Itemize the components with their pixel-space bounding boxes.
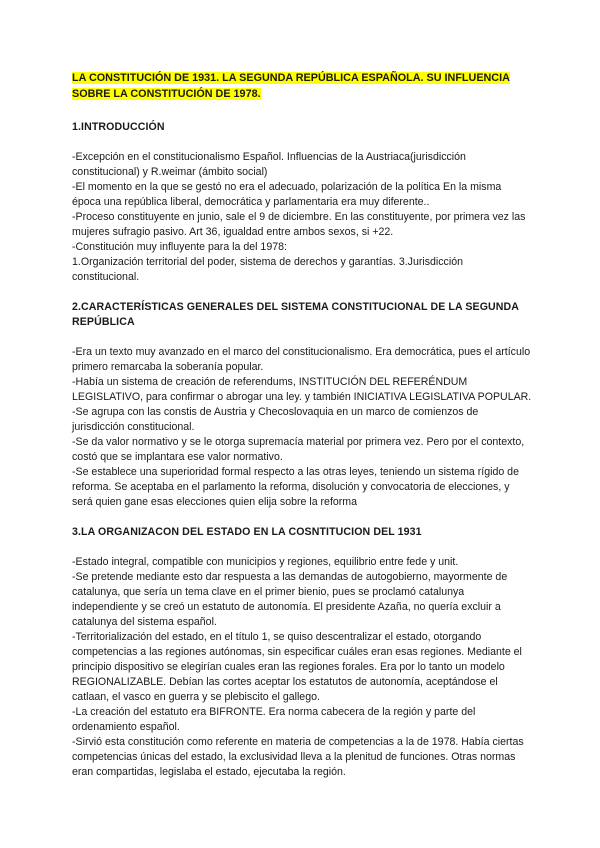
- paragraph: -Se agrupa con las constis de Austria y Checoslovaquia en un marco de comienzos de jurisdicción constitucional.: [72, 406, 479, 433]
- section-caracteristicas: [72, 300, 532, 510]
- paragraph: -Se pretende mediante esto dar respuesta a las demandas de autogobierno, mayormente de catalunya, que sería un tema clave en el primer bienio, pues se proclamó catalunya independiente y se creó un estatuto de autonomía. El presidente Azaña, no quería excluir a catalunya del sistema español.: [72, 571, 508, 628]
- paragraph: 1.Organización territorial del poder, sistema de derechos y garantías. 3.Jurisdicción constitucional.: [72, 256, 463, 283]
- section-organizacion-estado: [72, 525, 532, 780]
- section-heading: 1.INTRODUCCIÓN: [72, 121, 165, 133]
- section-introduccion: [72, 120, 532, 285]
- section-heading: 3.LA ORGANIZACON DEL ESTADO EN LA COSNTITUCION DEL 1931: [72, 526, 422, 538]
- paragraph: -Proceso constituyente en junio, sale el 9 de diciembre. En las constituyente, por primera vez las mujeres sufragio pasivo. Art 36, igualdad entre ambos sexos, si +22.: [72, 211, 526, 238]
- paragraph: -Se establece una superioridad formal respecto a las otras leyes, teniendo un sistema rígido de reforma. Se aceptaba en el parlamento la reforma, disolución y convocatoria de elecciones, y será quien gane esas elecciones quien elija sobre la reforma: [72, 466, 519, 508]
- paragraph: -El momento en la que se gestó no era el adecuado, polarización de la política En la misma época una república liberal, democrática y parlamentaria era muy diferente..: [72, 181, 502, 208]
- paragraph: -Constitución muy influyente para la del 1978:: [72, 241, 287, 253]
- paragraph: -Había un sistema de creación de referendums, INSTITUCIÓN DEL REFERÉNDUM LEGISLATIVO, para confirmar o abrogar una ley. y también INICIATIVA LEGISLATIVA POPULAR.: [72, 376, 532, 403]
- paragraph: -Excepción en el constitucionalismo Español. Influencias de la Austriaca(jurisdicción constitucional) y R.weimar (ámbito social): [72, 151, 466, 178]
- section-heading: 2.CARACTERÍSTICAS GENERALES DEL SISTEMA CONSTITUCIONAL DE LA SEGUNDA REPÚBLICA: [72, 301, 519, 328]
- paragraph: -Se da valor normativo y se le otorga supremacía material por primera vez. Pero por el contexto, costó que se implantara ese valor normativo.: [72, 436, 525, 463]
- paragraph: -Era un texto muy avanzado en el marco del constitucionalismo. Era democrática, pues el artículo primero remarcaba la soberanía popular.: [72, 346, 531, 373]
- paragraph: -La creación del estatuto era BIFRONTE. Era norma cabecera de la región y parte del ordenamiento español.: [72, 706, 476, 733]
- document-page: [72, 70, 532, 780]
- document-title: [72, 70, 532, 102]
- paragraph: -Estado integral, compatible con municipios y regiones, equilibrio entre fede y unit.: [72, 556, 459, 568]
- paragraph: -Territorialización del estado, en el título 1, se quiso descentralizar el estado, otorgando competencias a las regiones autónomas, sin especificar cuáles eran esas regiones. Mediante el principio dispositivo se elegirían cuales eran las regiones forales. Era por lo tanto un modelo REGIONALIZABLE. Debían las cortes aceptar los estatutos de autonomía, aceptándose el catlaan, el vasco en guerra y se plebiscito el gallego.: [72, 631, 522, 703]
- document-title-text: LA CONSTITUCIÓN DE 1931. LA SEGUNDA REPÚBLICA ESPAÑOLA. SU INFLUENCIA SOBRE LA CONSTITUCIÓN DE 1978.: [72, 72, 510, 100]
- paragraph: -Sirvió esta constitución como referente en materia de competencias a la de 1978. Había ciertas competencias únicas del estado, la exclusividad lleva a la plenitud de funciones. Otras normas eran compartidas, legislaba el estado, ejecutaba la región.: [72, 736, 524, 778]
